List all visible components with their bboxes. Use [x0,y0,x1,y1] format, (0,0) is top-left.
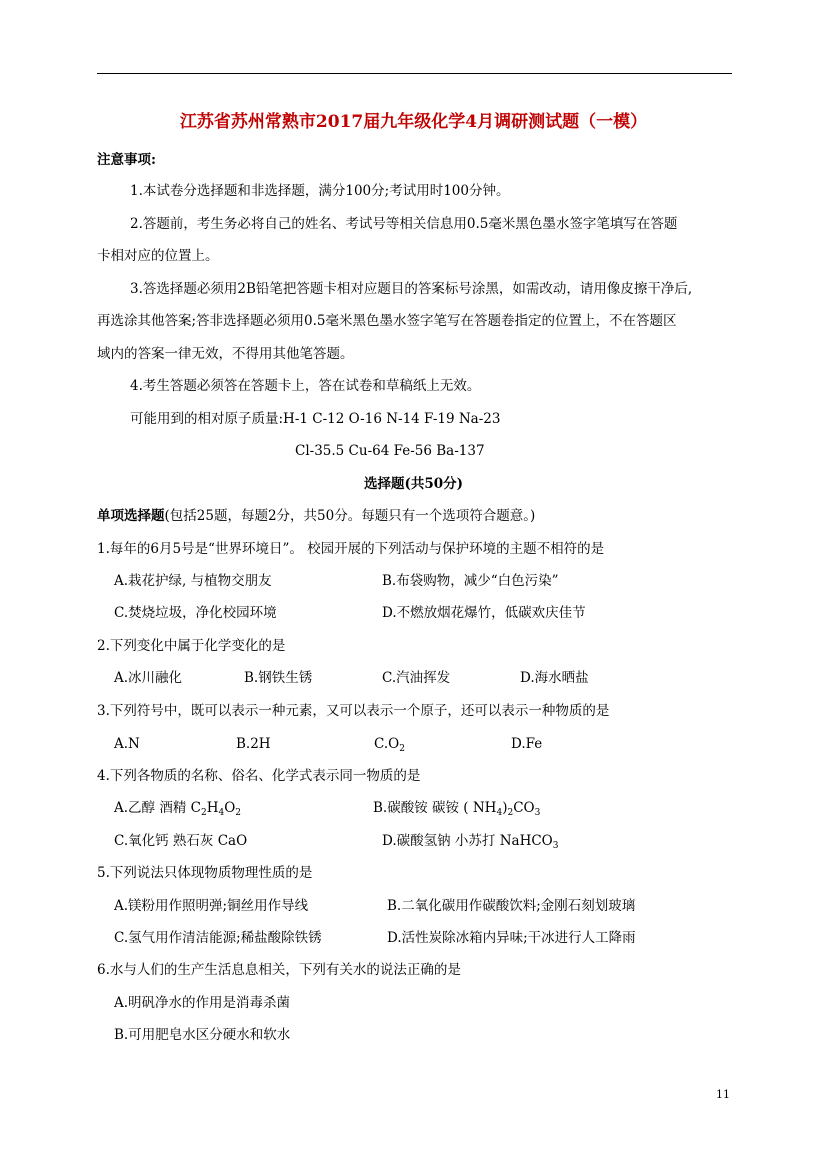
option: C.汽油挥发 [382,670,451,686]
option: C.氧化钙 熟石灰 CaO [114,833,248,849]
header-rule [97,73,732,74]
option: D.不燃放烟花爆竹，低碳欢庆佳节 [382,605,586,621]
option [373,799,540,819]
option: B.布袋购物，减少“白色污染” [382,573,559,589]
section-heading: 选择题(共50分) [363,476,464,492]
question-stem: 3.下列符号中，既可以表示一种元素，又可以表示一个原子，还可以表示一种物质的是 [97,703,610,719]
atomic-mass-line: Cl-35.5 Cu-64 Fe-56 Ba-137 [295,443,485,459]
subscript: 2 [200,808,207,818]
notice-heading: 注意事项: [97,152,156,168]
option-text: B.碳酸铵 碳铵 ( NH [373,800,497,816]
notice-item: 域内的答案一律无效，不得用其他笔答题。 [97,346,354,362]
option: D.海水晒盐 [520,670,589,686]
option-text: CO [513,800,535,816]
option: A.N [114,736,140,752]
option: A.明矾净水的作用是消毒杀菌 [114,995,291,1011]
notice-item: 卡相对应的位置上。 [97,248,219,264]
subscript: 2 [399,744,405,754]
option-text: O [224,800,236,816]
notice-item: 再选涂其他答案;答非选择题必须用0.5毫米黑色墨水签字笔写在答题卷指定的位置上，不在答题区 [97,313,677,329]
instructions-bold: 单项选择题 [97,508,165,524]
option: B.钢铁生锈 [244,670,313,686]
page-number: 11 [716,1088,730,1101]
option: B.二氧化碳用作碳酸饮料;金刚石刻划玻璃 [387,898,636,914]
subscript: 4 [218,808,225,818]
section-instructions [97,507,535,525]
option: D.活性炭除冰箱内异味;干冰进行人工降雨 [387,930,636,946]
instructions-text: (包括25题，每题2分，共50分。每题只有一个选项符合题意。) [164,508,536,524]
option: A.冰川融化 [114,670,183,686]
option: A.栽花护绿, 与植物交朋友 [114,573,272,589]
question-stem: 5.下列说法只体现物质物理性质的是 [97,865,313,881]
question-stem: 1.每年的6月5号是“世界环境日”。 校园开展的下列活动与保护环境的主题不相符的是 [97,541,605,557]
subscript: 3 [552,841,559,851]
subscript: 2 [235,808,242,818]
option-text: C.O [374,736,400,752]
exam-title: 江苏省苏州常熟市2017届九年级化学4月调研测试题（一模） [179,112,648,132]
option-text: ) [502,800,508,816]
subscript: 2 [507,808,514,818]
option: D.Fe [511,736,543,752]
notice-item: 3.答选择题必须用2B铅笔把答题卡相对应题目的答案标号涂黑，如需改动，请用像皮擦干净后, [130,281,693,297]
option-text: D.碳酸氢钠 小苏打 NaHCO [382,833,553,849]
subscript: 4 [496,808,503,818]
option-text: H [206,800,219,816]
question-stem: 4.下列各物质的名称、俗名、化学式表示同一物质的是 [97,768,421,784]
option: A.镁粉用作照明弹;铜丝用作导线 [114,898,309,914]
option [374,735,405,755]
option [382,832,558,852]
option [114,799,241,819]
option: B.2H [236,736,271,752]
question-stem: 2.下列变化中属于化学变化的是 [97,638,286,654]
subscript: 3 [534,808,541,818]
question-stem: 6.水与人们的生产生活息息相关，下列有关水的说法正确的是 [97,962,461,978]
option: C.氢气用作清洁能源;稀盐酸除铁锈 [114,930,322,946]
notice-item: 4.考生答题必须答在答题卡上，答在试卷和草稿纸上无效。 [130,378,481,394]
option: B.可用肥皂水区分硬水和软水 [114,1027,291,1043]
notice-item: 2.答题前，考生务必将自己的姓名、考试号等相关信息用0.5毫米黑色墨水签字笔填写在答题 [130,216,678,232]
option-text: A.乙醇 酒精 C [114,800,201,816]
option: C.焚烧垃圾，净化校园环境 [114,605,277,621]
notice-item: 1.本试卷分选择题和非选择题，满分100分;考试用时100分钟。 [130,183,510,199]
atomic-mass-line: 可能用到的相对原子质量:H-1 C-12 O-16 N-14 F-19 Na-23 [130,411,501,427]
